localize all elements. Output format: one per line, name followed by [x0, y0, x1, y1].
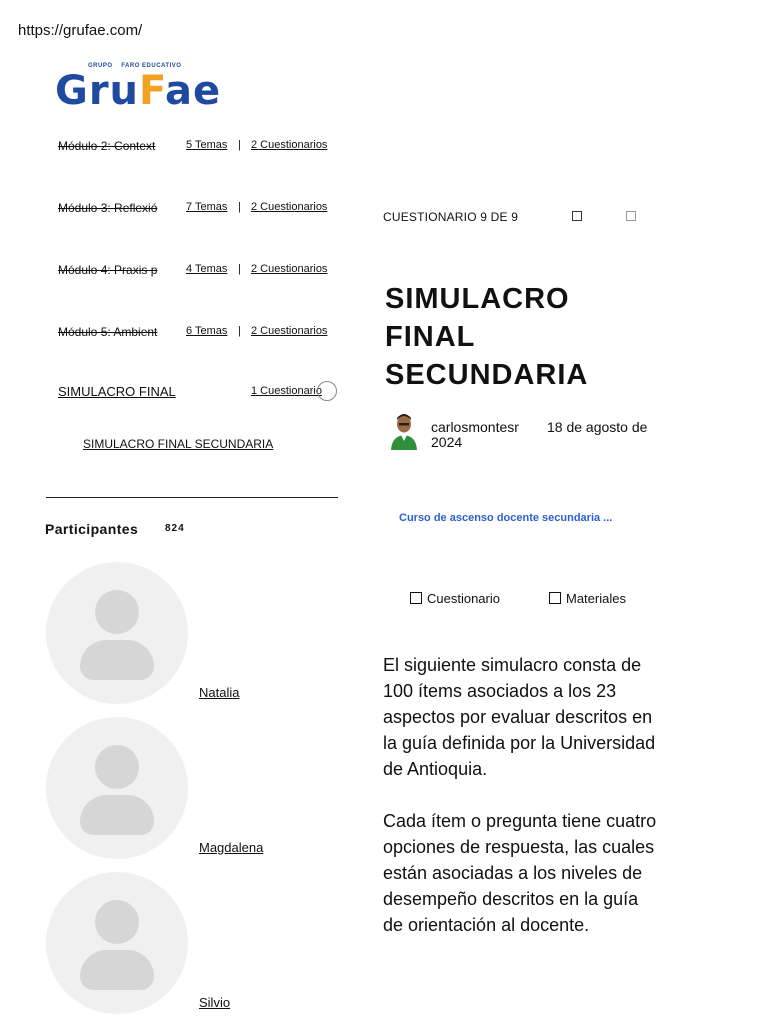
description-paragraph: El siguiente simulacro consta de 100 ítems asociados a los 23 aspectos por evaluar descritos en la guía definida por la Universidad de Antioquia. [383, 655, 656, 779]
simulacro-title[interactable]: SIMULACRO FINAL [58, 384, 176, 399]
progress-circle-icon [317, 381, 337, 401]
module-title[interactable]: Módulo 3: Reflexió [58, 201, 158, 215]
post-date: 18 de agosto de [547, 419, 648, 435]
post-date-year: 2024 [431, 434, 463, 450]
simulacro-module-row[interactable] [58, 384, 348, 408]
logo-wordmark: GruFae [55, 68, 222, 114]
separator: | [238, 263, 241, 275]
module-cuestionarios-link[interactable]: 2 Cuestionarios [251, 325, 328, 337]
separator: | [238, 325, 241, 337]
module-row[interactable] [58, 325, 348, 341]
participant-name[interactable]: Silvio [199, 995, 231, 1010]
separator: | [238, 139, 241, 151]
checkbox-icon [410, 592, 422, 604]
module-temas-link[interactable]: 5 Temas [186, 139, 228, 151]
grufae-logo[interactable] [55, 58, 222, 114]
author-name[interactable]: carlosmontesr [431, 419, 519, 435]
author-avatar[interactable] [389, 412, 419, 450]
divider [46, 497, 338, 498]
module-title[interactable]: Módulo 2: Context [58, 139, 156, 153]
module-temas-link[interactable]: 6 Temas [186, 325, 228, 337]
user-avatar-icon[interactable] [46, 562, 188, 704]
tab-materiales[interactable]: Materiales [549, 591, 626, 606]
module-row[interactable] [58, 201, 348, 217]
previous-quiz-icon[interactable] [572, 211, 582, 221]
module-temas-link[interactable]: 7 Temas [186, 201, 228, 213]
module-temas-link[interactable]: 4 Temas [186, 263, 228, 275]
page-url: https://grufae.com/ [18, 22, 143, 39]
separator: | [238, 201, 241, 213]
next-quiz-icon[interactable] [626, 211, 636, 221]
simulacro-cuestionarios-link[interactable]: 1 Cuestionario [251, 385, 322, 397]
participants-count: 824 [165, 523, 185, 534]
course-link[interactable]: Curso de ascenso docente secundaria ... [399, 512, 613, 524]
user-avatar-icon[interactable] [46, 872, 188, 1014]
participants-heading: Participantes [45, 521, 139, 537]
module-cuestionarios-link[interactable]: 2 Cuestionarios [251, 139, 328, 151]
participant-name[interactable]: Magdalena [199, 840, 264, 855]
quiz-progress: CUESTIONARIO 9 DE 9 [383, 210, 519, 224]
description-paragraph: Cada ítem o pregunta tiene cuatro opciones de respuesta, las cuales están asociadas a los niveles de desempeño descritos en la guía de orientación al docente. [383, 811, 657, 935]
checkbox-icon [549, 592, 561, 604]
user-avatar-icon[interactable] [46, 717, 188, 859]
module-row[interactable] [58, 263, 348, 279]
module-title[interactable]: Módulo 4: Praxis p [58, 263, 158, 277]
simulacro-secundaria-link[interactable]: SIMULACRO FINAL SECUNDARIA [83, 437, 274, 451]
quiz-title: SIMULACRO FINAL SECUNDARIA [385, 283, 589, 391]
tab-cuestionario[interactable]: Cuestionario [410, 591, 500, 606]
module-row[interactable] [58, 139, 348, 155]
module-cuestionarios-link[interactable]: 2 Cuestionarios [251, 201, 328, 213]
module-title[interactable]: Módulo 5: Ambient [58, 325, 158, 339]
quiz-description [383, 652, 658, 964]
logo-tagline: GRUPO FARO EDUCATIVO [88, 63, 182, 69]
module-cuestionarios-link[interactable]: 2 Cuestionarios [251, 263, 328, 275]
participant-name[interactable]: Natalia [199, 685, 240, 700]
